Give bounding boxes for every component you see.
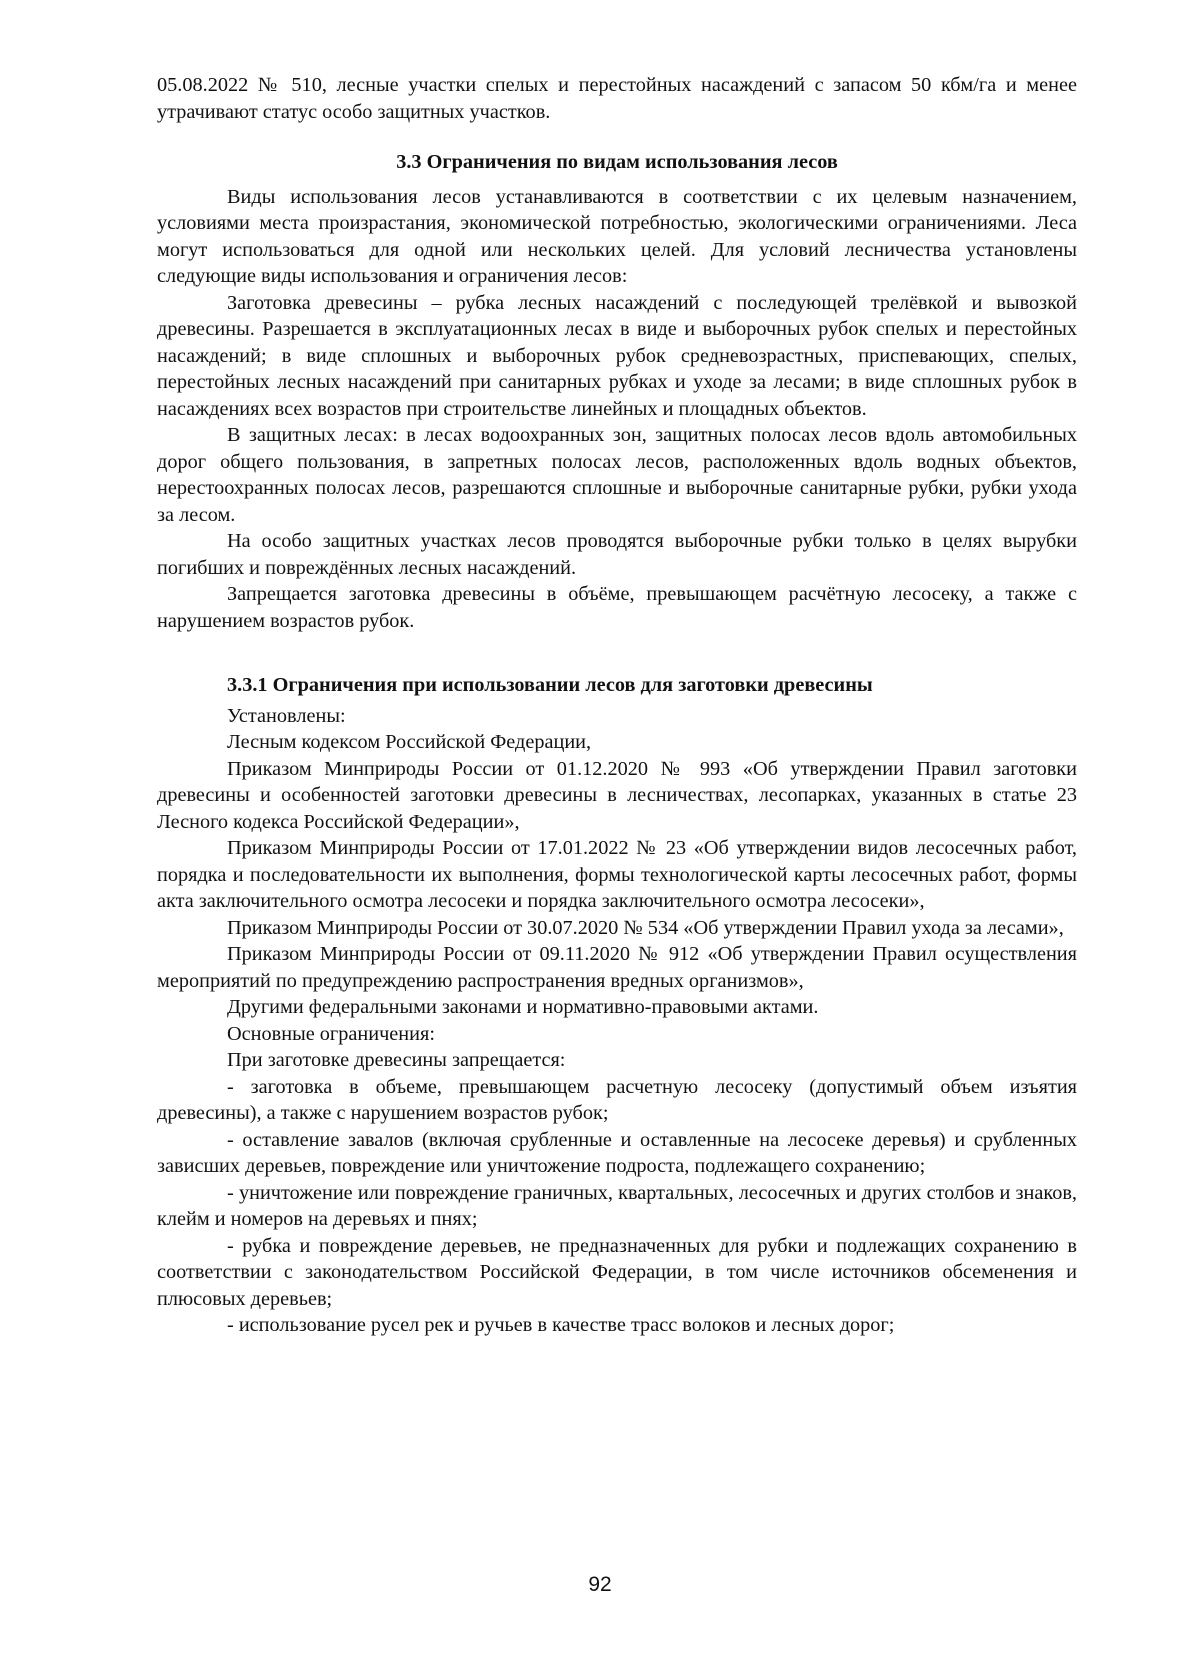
list-item: - рубка и повреждение деревьев, не предназначенных для рубки и подлежащих сохранению в соответствии с законодательством Российской Федерации, в том числе источников обсеменения и плюсовых деревьев; — [157, 1234, 1077, 1310]
paragraph: В защитных лесах: в лесах водоохранных зон, защитных полосах лесов вдоль автомобильных дорог общего пользования, в запретных полосах лесов, расположенных вдоль водных объектов, нерестоохранных полосах лесов, разрешаются сплошные и выборочные санитарные рубки, рубки ухода за лесом. — [157, 424, 1077, 526]
section-heading-3-3-1: 3.3.1 Ограничения при использовании лесов для заготовки древесины — [227, 674, 873, 696]
intro-paragraph: 05.08.2022 № 510, лесные участки спелых и перестойных насаждений с запасом 50 кбм/га и менее утрачивают статус особо защитных участков. — [157, 74, 1077, 123]
paragraph: Запрещается заготовка древесины в объёме, превышающем расчётную лесосеку, а также с нарушением возрастов рубок. — [157, 583, 1077, 632]
paragraph: Заготовка древесины – рубка лесных насаждений с последующей трелёвкой и вывозкой древесины. Разрешается в эксплуатационных лесах в виде и выборочных рубок спелых и перестойных насаждений; в виде сплошных и выборочных рубок средневозрастных, приспевающих, спелых, перестойных лесных насаждений при санитарных рубках и уходе за лесами; в виде сплошных рубок в насаждениях всех возрастов при строительстве линейных и площадных объектов. — [157, 291, 1077, 420]
paragraph: Приказом Минприроды России от 01.12.2020 № 993 «Об утверждении Правил заготовки древесины и особенностей заготовки древесины в лесничествах, лесопарках, указанных в статье 23 Лесного кодекса Российской Федерации», — [157, 757, 1077, 833]
document-page — [157, 72, 1077, 1339]
paragraph: Приказом Минприроды России от 09.11.2020 № 912 «Об утверждении Правил осуществления мероприятий по предупреждению распространения вредных организмов», — [157, 943, 1077, 992]
paragraph: Другими федеральными законами и нормативно-правовыми актами. — [227, 996, 819, 1018]
list-item: - использование русел рек и ручьев в качестве трасс волоков и лесных дорог; — [227, 1314, 895, 1336]
paragraph: Приказом Минприроды России от 17.01.2022 № 23 «Об утверждении видов лесосечных работ, порядка и последовательности их выполнения, формы технологической карты лесосечных работ, формы акта заключительного осмотра лесосеки и порядка заключительного осмотра лесосеки», — [157, 837, 1077, 912]
paragraph: Виды использования лесов устанавливаются в соответствии с их целевым назначением, условиями места произрастания, экономической потребностью, экологическими ограничениями. Леса могут использоваться для одной или нескольких целей. Для условий лесничества установлены следующие виды использования и ограничения лесов: — [157, 185, 1077, 287]
paragraph: Установлены: — [227, 704, 346, 727]
section-heading-3-3: 3.3 Ограничения по видам использования лесов — [396, 151, 838, 173]
list-item: - заготовка в объеме, превышающем расчетную лесосеку (допустимый объем изъятия древесины), а также с нарушением возрастов рубок; — [157, 1075, 1077, 1124]
page-number: 92 — [588, 1573, 612, 1596]
list-item: - уничтожение или повреждение граничных, квартальных, лесосечных и других столбов и знаков, клейм и номеров на деревьях и пнях; — [157, 1181, 1077, 1230]
paragraph: Основные ограничения: — [227, 1022, 435, 1045]
list-item: - оставление завалов (включая срубленные и оставленные на лесосеке деревья) и срубленных зависших деревьев, повреждение или уничтожение подроста, подлежащего сохранению; — [157, 1128, 1077, 1177]
paragraph: Приказом Минприроды России от 30.07.2020 № 534 «Об утверждении Правил ухода за лесами», — [227, 916, 1064, 939]
paragraph: Лесным кодексом Российской Федерации, — [227, 731, 592, 753]
paragraph: На особо защитных участках лесов проводятся выборочные рубки только в целях вырубки погибших и повреждённых лесных насаждений. — [157, 530, 1077, 579]
paragraph: При заготовке древесины запрещается: — [227, 1049, 566, 1071]
